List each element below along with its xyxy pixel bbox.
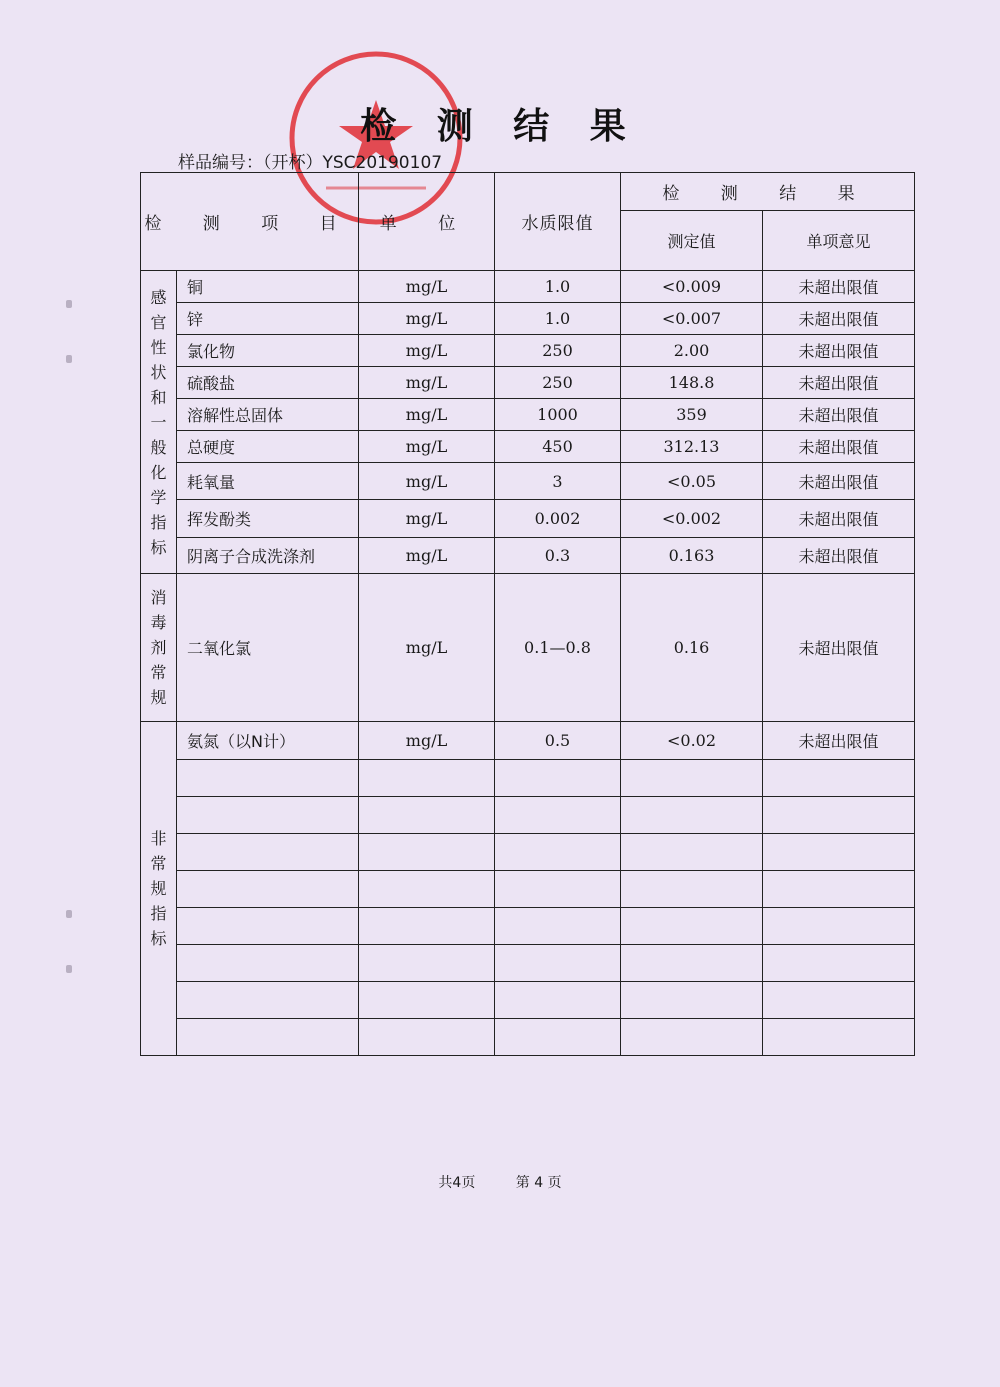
blank-cell	[359, 982, 495, 1019]
group-label-char: 化	[150, 462, 167, 482]
blank-row	[141, 797, 915, 834]
opinion-cell: 未超出限值	[763, 431, 915, 463]
header-row	[141, 173, 915, 211]
blank-cell	[359, 1019, 495, 1056]
unit-cell: mg/L	[359, 500, 495, 538]
measured-value: <0.009	[621, 271, 763, 303]
group-label	[141, 574, 177, 722]
binder-hole-mark	[66, 300, 72, 308]
opinion-cell: 未超出限值	[763, 335, 915, 367]
measured-value: 2.00	[621, 335, 763, 367]
group-label-char: 毒	[150, 613, 167, 632]
group-label-char: 标	[150, 929, 167, 948]
opinion-cell: 未超出限值	[763, 303, 915, 335]
opinion-cell: 未超出限值	[763, 463, 915, 500]
sample-number-value: （开杯）YSC20190107	[263, 153, 443, 173]
measured-value: 0.163	[621, 538, 763, 574]
blank-cell	[621, 945, 763, 982]
blank-cell	[763, 982, 915, 1019]
measured-value: <0.002	[621, 500, 763, 538]
results-table	[140, 172, 915, 1056]
page-title: 检 测 结 果	[360, 106, 640, 147]
opinion-cell: 未超出限值	[763, 399, 915, 431]
unit-cell: mg/L	[359, 538, 495, 574]
table-row	[141, 335, 915, 367]
group-label-char: 规	[150, 688, 167, 707]
opinion-cell: 未超出限值	[763, 500, 915, 538]
limit-cell: 3	[495, 463, 621, 500]
blank-cell	[621, 908, 763, 945]
limit-cell: 0.002	[495, 500, 621, 538]
table-row	[141, 367, 915, 399]
blank-cell	[763, 797, 915, 834]
blank-cell	[621, 982, 763, 1019]
blank-cell	[177, 945, 359, 982]
blank-cell	[359, 834, 495, 871]
blank-cell	[359, 945, 495, 982]
item-name: 锌	[177, 303, 359, 335]
blank-cell	[763, 945, 915, 982]
group-label	[141, 722, 177, 1056]
group-label-char: 非	[150, 829, 167, 848]
sample-number-label: 样品编号：	[178, 153, 263, 173]
group-label-char: 官	[150, 312, 167, 332]
binder-hole-mark	[66, 965, 72, 973]
blank-cell	[621, 797, 763, 834]
measured-value: 0.16	[621, 574, 763, 722]
limit-cell: 450	[495, 431, 621, 463]
blank-cell	[495, 871, 621, 908]
blank-cell	[621, 834, 763, 871]
blank-cell	[359, 797, 495, 834]
table-row	[141, 431, 915, 463]
table-row	[141, 271, 915, 303]
table-row	[141, 500, 915, 538]
blank-cell	[495, 945, 621, 982]
blank-cell	[359, 760, 495, 797]
item-name: 铜	[177, 271, 359, 303]
blank-cell	[621, 1019, 763, 1056]
blank-cell	[621, 871, 763, 908]
header-unit: 单 位	[359, 173, 495, 271]
item-name: 硫酸盐	[177, 367, 359, 399]
unit-cell: mg/L	[359, 431, 495, 463]
unit-cell: mg/L	[359, 271, 495, 303]
blank-cell	[495, 834, 621, 871]
blank-cell	[763, 908, 915, 945]
limit-cell: 1000	[495, 399, 621, 431]
limit-cell: 250	[495, 335, 621, 367]
group-label	[141, 271, 177, 574]
item-name: 溶解性总固体	[177, 399, 359, 431]
measured-value: 359	[621, 399, 763, 431]
measured-value: <0.007	[621, 303, 763, 335]
table-row	[141, 722, 915, 760]
table-row	[141, 574, 915, 722]
group-label-char: 状	[150, 362, 167, 382]
partial-seal	[972, 640, 1000, 810]
limit-cell: 1.0	[495, 271, 621, 303]
limit-cell: 1.0	[495, 303, 621, 335]
measured-value: <0.05	[621, 463, 763, 500]
group-label-char: 般	[150, 437, 167, 457]
group-label-char: 规	[150, 879, 167, 898]
measured-value: 148.8	[621, 367, 763, 399]
blank-row	[141, 982, 915, 1019]
blank-cell	[621, 760, 763, 797]
item-name: 氯化物	[177, 335, 359, 367]
group-label-char: 一	[150, 412, 167, 432]
blank-cell	[763, 760, 915, 797]
blank-row	[141, 871, 915, 908]
blank-cell	[763, 871, 915, 908]
table-row	[141, 463, 915, 500]
measured-value: <0.02	[621, 722, 763, 760]
binder-hole-mark	[66, 910, 72, 918]
unit-cell: mg/L	[359, 574, 495, 722]
opinion-cell: 未超出限值	[763, 722, 915, 760]
blank-cell	[495, 797, 621, 834]
unit-cell: mg/L	[359, 335, 495, 367]
blank-cell	[763, 834, 915, 871]
blank-cell	[177, 797, 359, 834]
header-result: 检 测 结 果	[621, 173, 915, 211]
blank-cell	[177, 871, 359, 908]
limit-cell: 0.3	[495, 538, 621, 574]
limit-cell: 0.1—0.8	[495, 574, 621, 722]
blank-cell	[359, 908, 495, 945]
item-name: 耗氧量	[177, 463, 359, 500]
blank-row	[141, 834, 915, 871]
blank-cell	[495, 760, 621, 797]
blank-row	[141, 760, 915, 797]
item-name: 氨氮（以N计）	[177, 722, 359, 760]
blank-row	[141, 1019, 915, 1056]
group-label-char: 剂	[150, 638, 167, 657]
group-label-char: 常	[150, 854, 167, 873]
opinion-cell: 未超出限值	[763, 574, 915, 722]
group-label-char: 性	[150, 337, 167, 357]
unit-cell: mg/L	[359, 722, 495, 760]
limit-cell: 250	[495, 367, 621, 399]
blank-cell	[763, 1019, 915, 1056]
blank-cell	[177, 908, 359, 945]
limit-cell: 0.5	[495, 722, 621, 760]
measured-value: 312.13	[621, 431, 763, 463]
item-name: 总硬度	[177, 431, 359, 463]
item-name: 二氧化氯	[177, 574, 359, 722]
blank-cell	[177, 760, 359, 797]
group-label-char: 常	[150, 663, 167, 682]
group-label-char: 消	[150, 588, 167, 607]
unit-cell: mg/L	[359, 399, 495, 431]
blank-cell	[495, 908, 621, 945]
group-label-char: 指	[150, 904, 167, 923]
item-name: 挥发酚类	[177, 500, 359, 538]
opinion-cell: 未超出限值	[763, 271, 915, 303]
opinion-cell: 未超出限值	[763, 538, 915, 574]
header-measured: 测定值	[621, 211, 763, 271]
blank-cell	[177, 982, 359, 1019]
table-row	[141, 538, 915, 574]
group-label-char: 标	[150, 537, 167, 557]
blank-row	[141, 908, 915, 945]
group-label-char: 感	[150, 287, 167, 307]
unit-cell: mg/L	[359, 367, 495, 399]
blank-cell	[177, 834, 359, 871]
item-name: 阴离子合成洗涤剂	[177, 538, 359, 574]
footer-total-pages: 共4页	[438, 1175, 476, 1191]
table-row	[141, 303, 915, 335]
group-label-char: 指	[150, 512, 167, 532]
header-opinion: 单项意见	[763, 211, 915, 271]
header-limit: 水质限值	[495, 173, 621, 271]
sample-number	[178, 148, 442, 173]
footer-page-number: 第 4 页	[515, 1175, 562, 1191]
header-item: 检 测 项 目	[141, 173, 359, 271]
unit-cell: mg/L	[359, 303, 495, 335]
blank-cell	[495, 1019, 621, 1056]
blank-cell	[359, 871, 495, 908]
blank-cell	[495, 982, 621, 1019]
table-row	[141, 399, 915, 431]
group-label-char: 和	[150, 387, 167, 407]
opinion-cell: 未超出限值	[763, 367, 915, 399]
page-footer	[0, 1172, 1000, 1192]
blank-row	[141, 945, 915, 982]
group-label-char: 学	[150, 487, 167, 507]
unit-cell: mg/L	[359, 463, 495, 500]
binder-hole-mark	[66, 355, 72, 363]
blank-cell	[177, 1019, 359, 1056]
